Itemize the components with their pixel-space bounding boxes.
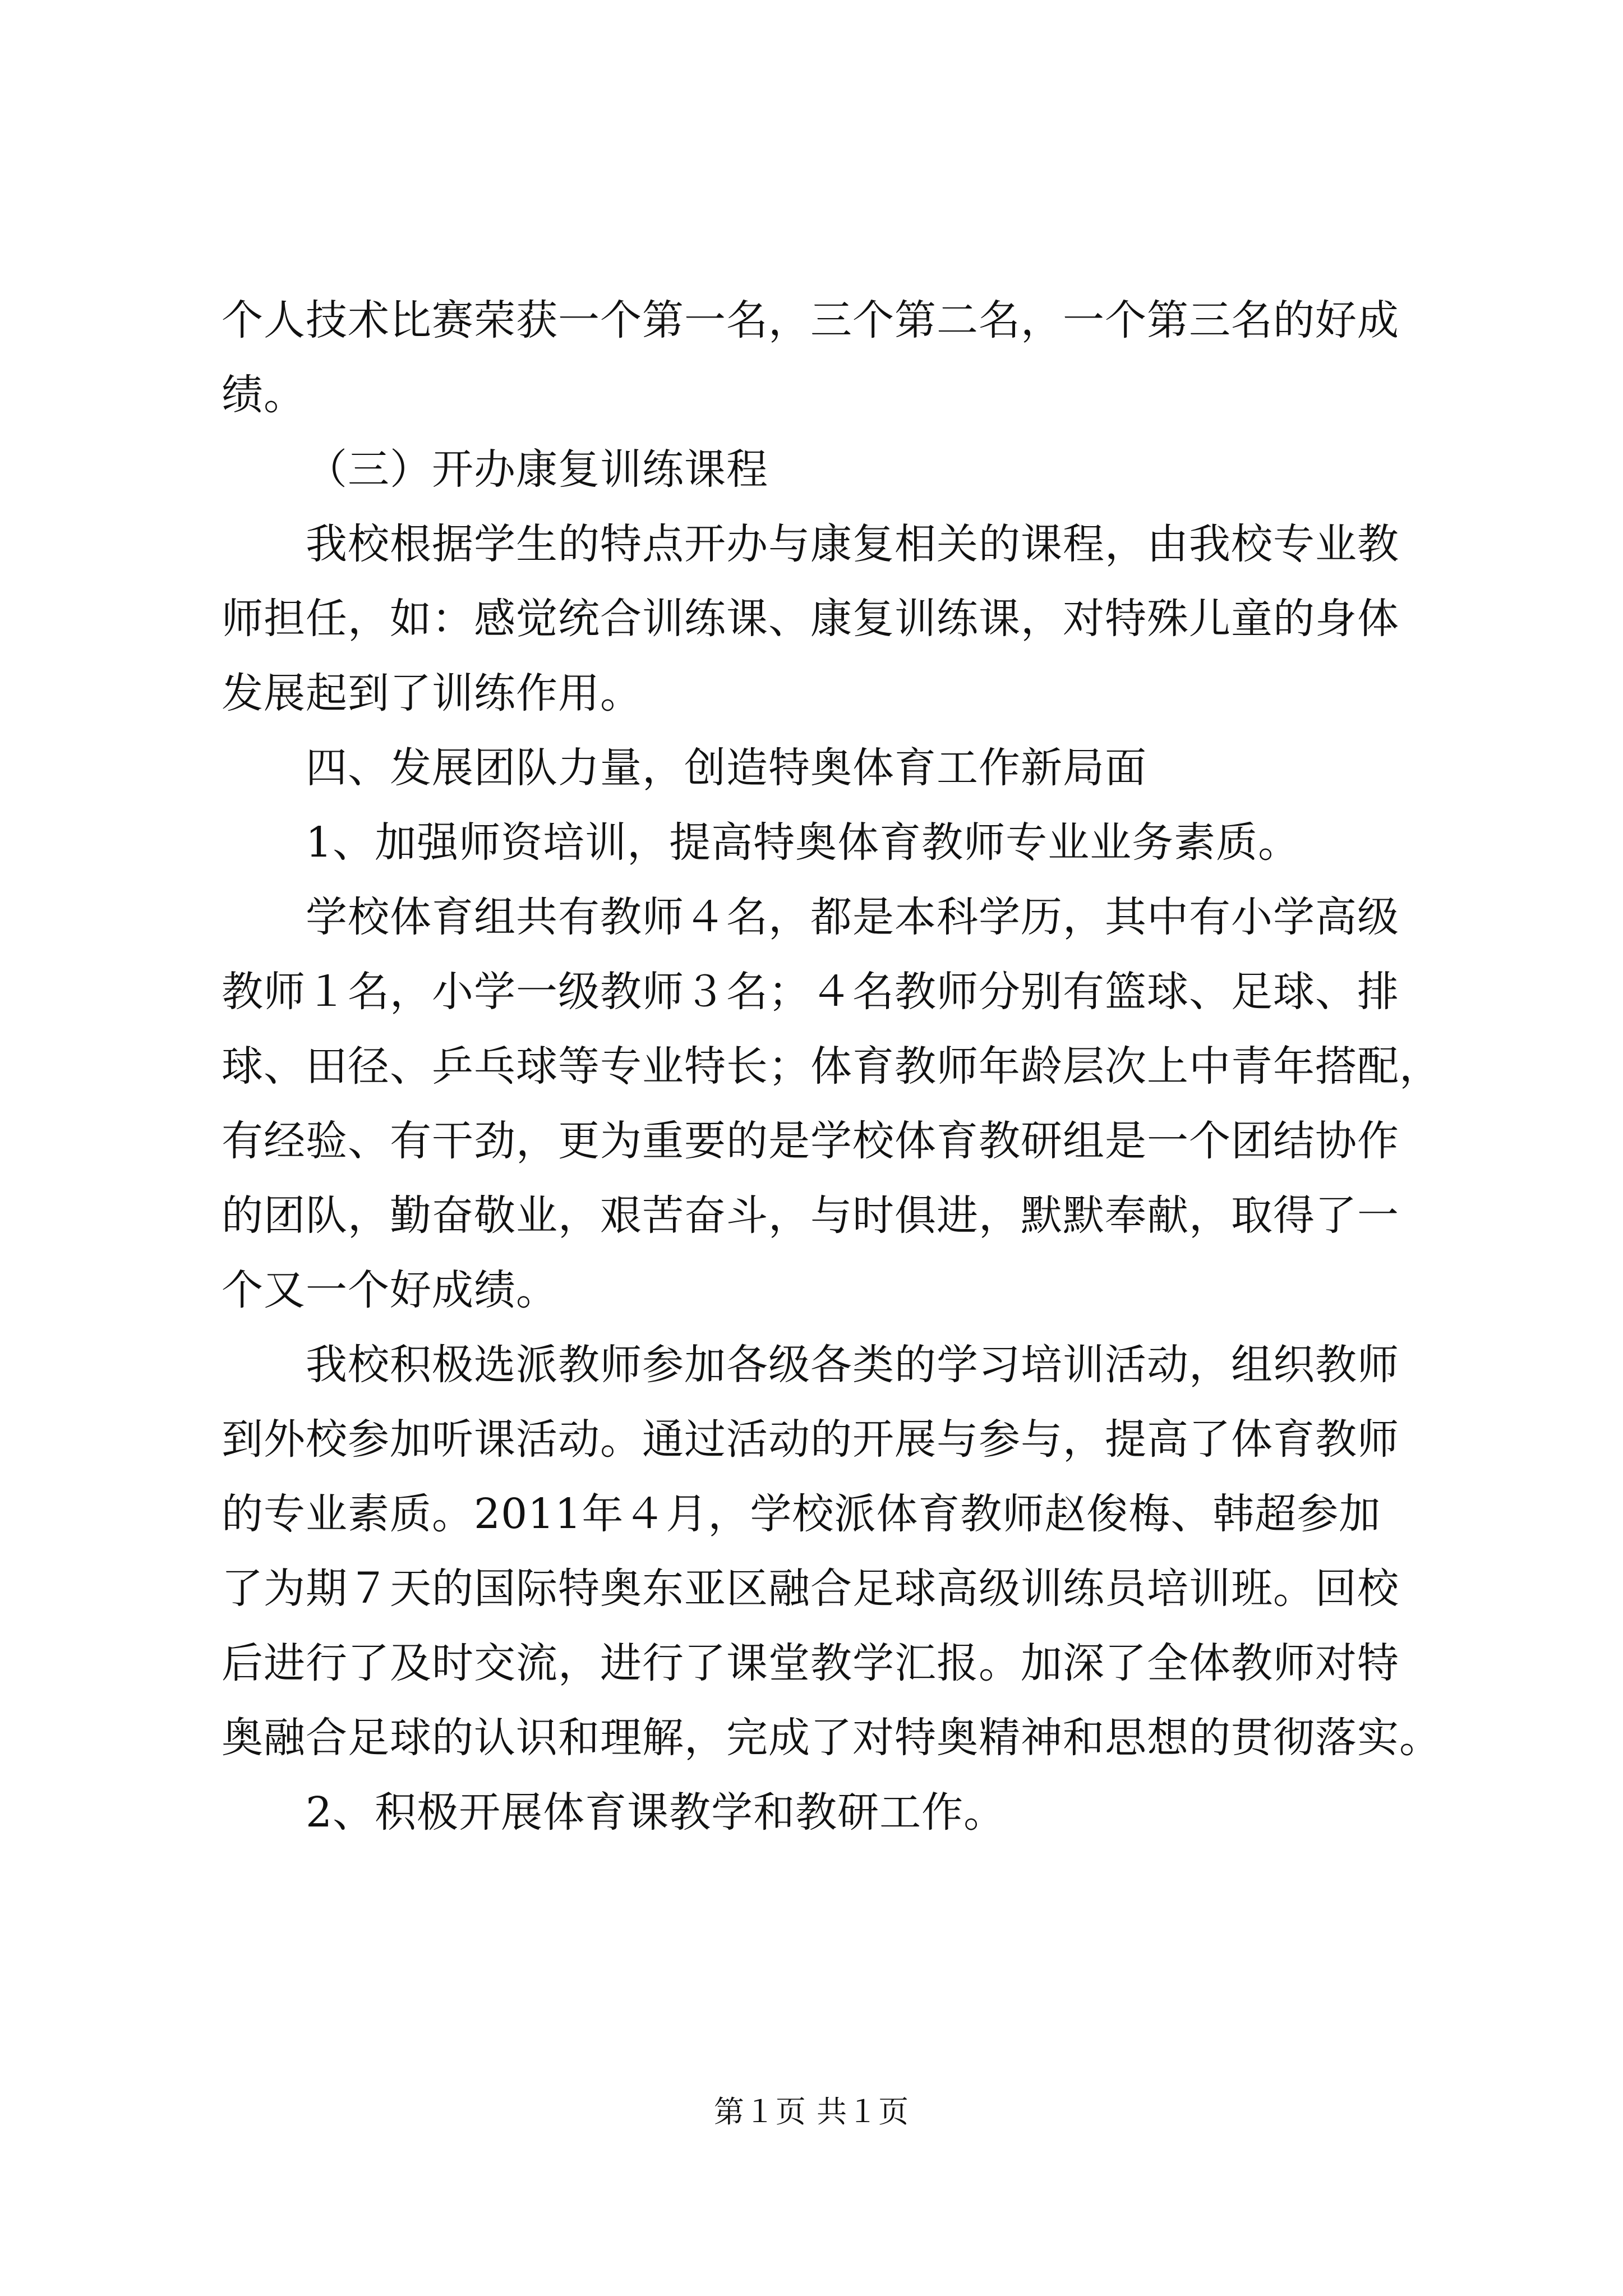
paragraph-line: 的团队，勤奋敬业，艰苦奋斗，与时俱进，默默奉献，取得了一 [222, 1191, 1399, 1240]
paragraph-line: 绩。 [222, 371, 306, 419]
page-footer: 第１页 共１页 [713, 2094, 910, 2129]
paragraph-line: 的专业素质。2011年４月，学校派体育教师赵俊梅、韩超参加 [222, 1490, 1381, 1538]
paragraph-line: 我校积极选派教师参加各级各类的学习培训活动，组织教师 [306, 1341, 1399, 1389]
subsection-heading: 2、积极开展体育课教学和教研工作。 [306, 1788, 1006, 1837]
subsection-heading: 1、加强师资培训，提高特奥体育教师专业业务素质。 [306, 818, 1301, 867]
section-heading: （三）开办康复训练课程 [306, 445, 768, 494]
paragraph-line: 球、田径、乒乓球等专业特长；体育教师年龄层次上中青年搭配， [222, 1042, 1441, 1091]
paragraph-line: 我校根据学生的特点开办与康复相关的课程，由我校专业教 [306, 520, 1399, 568]
paragraph-line: 学校体育组共有教师４名，都是本科学历，其中有小学高级 [306, 893, 1399, 941]
section-heading: 四、发展团队力量，创造特奥体育工作新局面 [306, 744, 1147, 792]
paragraph-line: 有经验、有干劲，更为重要的是学校体育教研组是一个团结协作 [222, 1117, 1399, 1165]
paragraph-line: 个又一个好成绩。 [222, 1266, 558, 1314]
paragraph-line: 了为期７天的国际特奥东亚区融合足球高级训练员培训班。回校 [222, 1565, 1399, 1613]
paragraph-line: 发展起到了训练作用。 [222, 669, 642, 717]
paragraph-line: 教师１名，小学一级教师３名；４名教师分别有篮球、足球、排 [222, 968, 1399, 1016]
paragraph-line: 后进行了及时交流，进行了课堂教学汇报。加深了全体教师对特 [222, 1639, 1399, 1687]
document-body [222, 283, 1441, 1850]
paragraph-line: 奥融合足球的认识和理解，完成了对特奥精神和思想的贯彻落实。 [222, 1714, 1441, 1762]
paragraph-line: 师担任，如：感觉统合训练课、康复训练课，对特殊儿童的身体 [222, 595, 1399, 643]
paragraph-line: 个人技术比赛荣获一个第一名，三个第二名，一个第三名的好成 [222, 296, 1399, 344]
paragraph-line: 到外校参加听课活动。通过活动的开展与参与，提高了体育教师 [222, 1415, 1399, 1464]
